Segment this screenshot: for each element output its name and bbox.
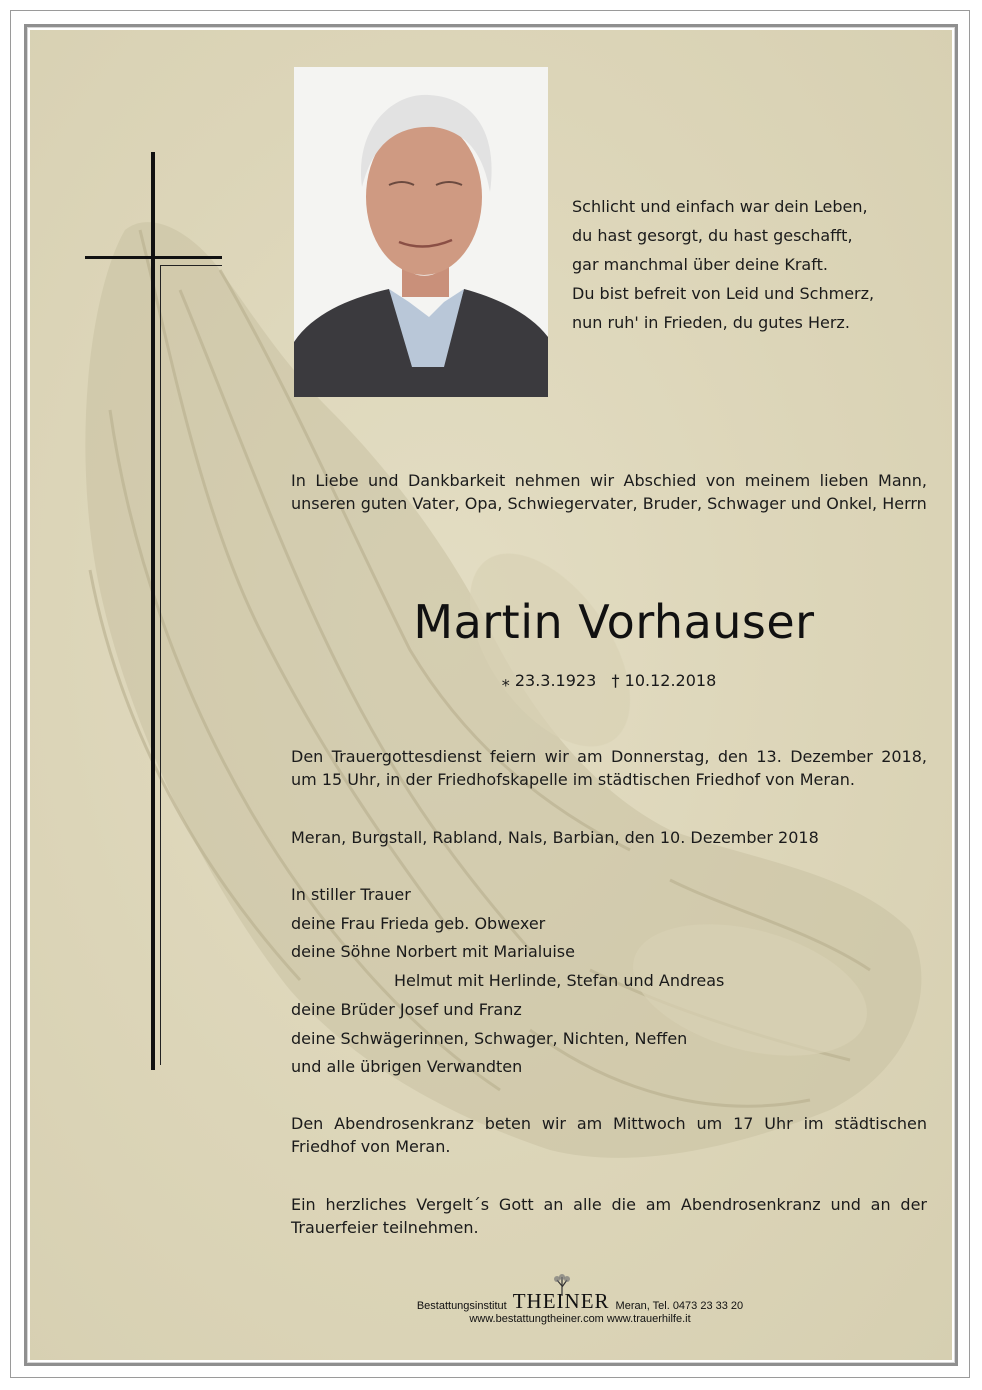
tree-icon: [549, 1274, 575, 1296]
thanks-text: Ein herzliches Vergelt´s Gott an alle die am Abendrosenkranz und an der Trauerfeier teilnehmen.: [291, 1195, 927, 1237]
cross-horizontal-line: [160, 265, 222, 266]
funeral-home-footer: [300, 1290, 860, 1325]
mourner-line: Helmut mit Herlinde, Stefan und Andreas: [394, 971, 725, 991]
footer-contact: Meran, Tel. 0473 23 33 20: [615, 1300, 744, 1312]
service-text: Den Trauergottesdienst feiern wir am Donnerstag, den 13. Dezember 2018, um 15 Uhr, in der Friedhofskapelle im städtischen Friedhof von Meran.: [291, 747, 927, 789]
mourner-line: deine Söhne Norbert mit Marialuise: [291, 942, 575, 962]
birth-date: 23.3.1923: [514, 671, 597, 690]
poem-line: du hast gesorgt, du hast geschafft,: [572, 226, 853, 245]
poem: [572, 192, 902, 337]
footer-prefix: Bestattungsinstitut: [416, 1300, 507, 1312]
death-cross-icon: †: [611, 671, 620, 690]
place-date: Meran, Burgstall, Rabland, Nals, Barbian, den 10. Dezember 2018: [291, 828, 819, 847]
cross-horizontal-bar: [85, 256, 222, 259]
birth-star-icon: ⁎: [501, 671, 510, 690]
mourner-line: deine Brüder Josef und Franz: [291, 999, 522, 1019]
poem-line: Du bist befreit von Leid und Schmerz,: [572, 284, 875, 303]
brand-name: THEINER: [512, 1289, 610, 1313]
cross-vertical-bar: [151, 152, 155, 1070]
life-dates: [291, 669, 927, 693]
poem-line: Schlicht und einfach war dein Leben,: [572, 197, 868, 216]
poem-line: gar manchmal über deine Kraft.: [572, 255, 828, 274]
mourners-list: [291, 881, 927, 1082]
mourner-line: In stiller Trauer: [291, 885, 411, 904]
intro-text: In Liebe und Dankbarkeit nehmen wir Abschied von meinem lieben Mann, unseren guten Vater, Opa, Schwiegervater, Bruder, Schwager und Onkel, Herrn: [291, 471, 927, 513]
mourner-line: deine Schwägerinnen, Schwager, Nichten, Neffen: [291, 1028, 688, 1048]
mourner-line: deine Frau Frieda geb. Obwexer: [291, 913, 546, 933]
mourner-line: und alle übrigen Verwandten: [291, 1057, 523, 1077]
footer-web: www.bestattungtheiner.com www.trauerhilfe.it: [469, 1313, 691, 1325]
deceased-name: Martin Vorhauser: [413, 595, 815, 649]
poem-line: nun ruh' in Frieden, du gutes Herz.: [572, 313, 850, 332]
portrait-photo: [294, 67, 548, 397]
death-date: 10.12.2018: [624, 671, 717, 690]
funeral-home-logo: [513, 1290, 610, 1312]
rosary-text: Den Abendrosenkranz beten wir am Mittwoch um 17 Uhr im städtischen Friedhof von Meran.: [291, 1114, 927, 1156]
cross-vertical-line: [160, 266, 161, 1065]
